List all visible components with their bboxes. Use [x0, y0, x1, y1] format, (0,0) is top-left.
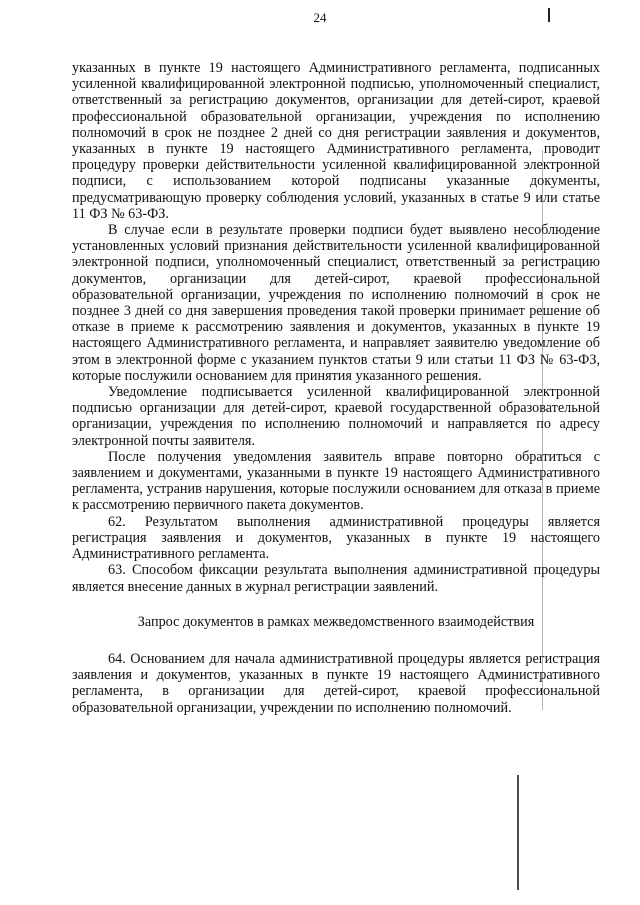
scan-fold-line [542, 150, 543, 710]
page-content [72, 60, 600, 716]
paragraph-63-fixation: 63. Способом фиксации результата выполнения административной процедуры является внесение данных в журнал регистрации заявлений. [72, 562, 600, 595]
paragraph-notification-signing: Уведомление подписывается усиленной квалифицированной электронной подписью организации для детей-сирот, краевой государственной образовательной организации, учреждения по исполнению полномочий и направляется по адресу электронной почты заявителя. [72, 384, 600, 449]
scan-fold-line-bottom [517, 775, 519, 890]
scan-mark-top [548, 8, 550, 22]
paragraph-64-basis: 64. Основанием для начала административной процедуры является регистрация заявления и документов, указанных в пункте 19 настоящего Административного регламента, в организации для детей-сирот, краевой профессиональной образовательной организации, учреждении по исполнению полномочий. [72, 650, 600, 716]
paragraph-signature-check-failure: В случае если в результате проверки подписи будет выявлено несоблюдение установленных условий признания действительности усиленной квалифицированной электронной подписи, уполномоченный специалист, ответственный за регистрацию документов, организации для детей-сирот, краевой профессиональной образовательной организации, учреждения по исполнению полномочий в срок не позднее 3 дней со дня завершения проведения такой проверки принимает решение об отказе в приеме к рассмотрению заявления и документов, указанных в пункте 19 настоящего Административного регламента, и направляет заявителю уведомление об этом в электронной форме с указанием пунктов статьи 9 или статьи 11 ФЗ № 63-ФЗ, которые послужили основанием для принятия указанного решения. [72, 222, 600, 384]
section-heading: Запрос документов в рамках межведомственного взаимодействия [137, 613, 535, 630]
paragraph-continuation: указанных в пункте 19 настоящего Административного регламента, подписанных усиленной квалифицированной электронной подписью, уполномоченный специалист, ответственный за регистрацию документов, организации для детей-сирот, краевой профессиональной образовательной организации, учреждения по исполнению полномочий в срок не позднее 2 дней со дня регистрации заявления и документов, указанных в пункте 19 настоящего Административного регламента, проводит процедуру проверки действительности усиленной квалифицированной электронной подписи, с использованием которой подписаны указанные документы, предусматривающую проверку соблюдения условий, указанных в статье 9 или статье 11 ФЗ № 63-ФЗ. [72, 60, 600, 222]
page-number: 24 [313, 10, 327, 25]
paragraph-62-result: 62. Результатом выполнения административной процедуры является регистрация заявления и документов, указанных в пункте 19 настоящего Административного регламента. [72, 513, 600, 563]
paragraph-repeat-application: После получения уведомления заявитель вправе повторно обратиться с заявлением и документами, указанными в пункте 19 настоящего Административного регламента, устранив нарушения, которые послужили основанием для отказа в приеме к рассмотрению первичного пакета документов. [72, 448, 600, 514]
